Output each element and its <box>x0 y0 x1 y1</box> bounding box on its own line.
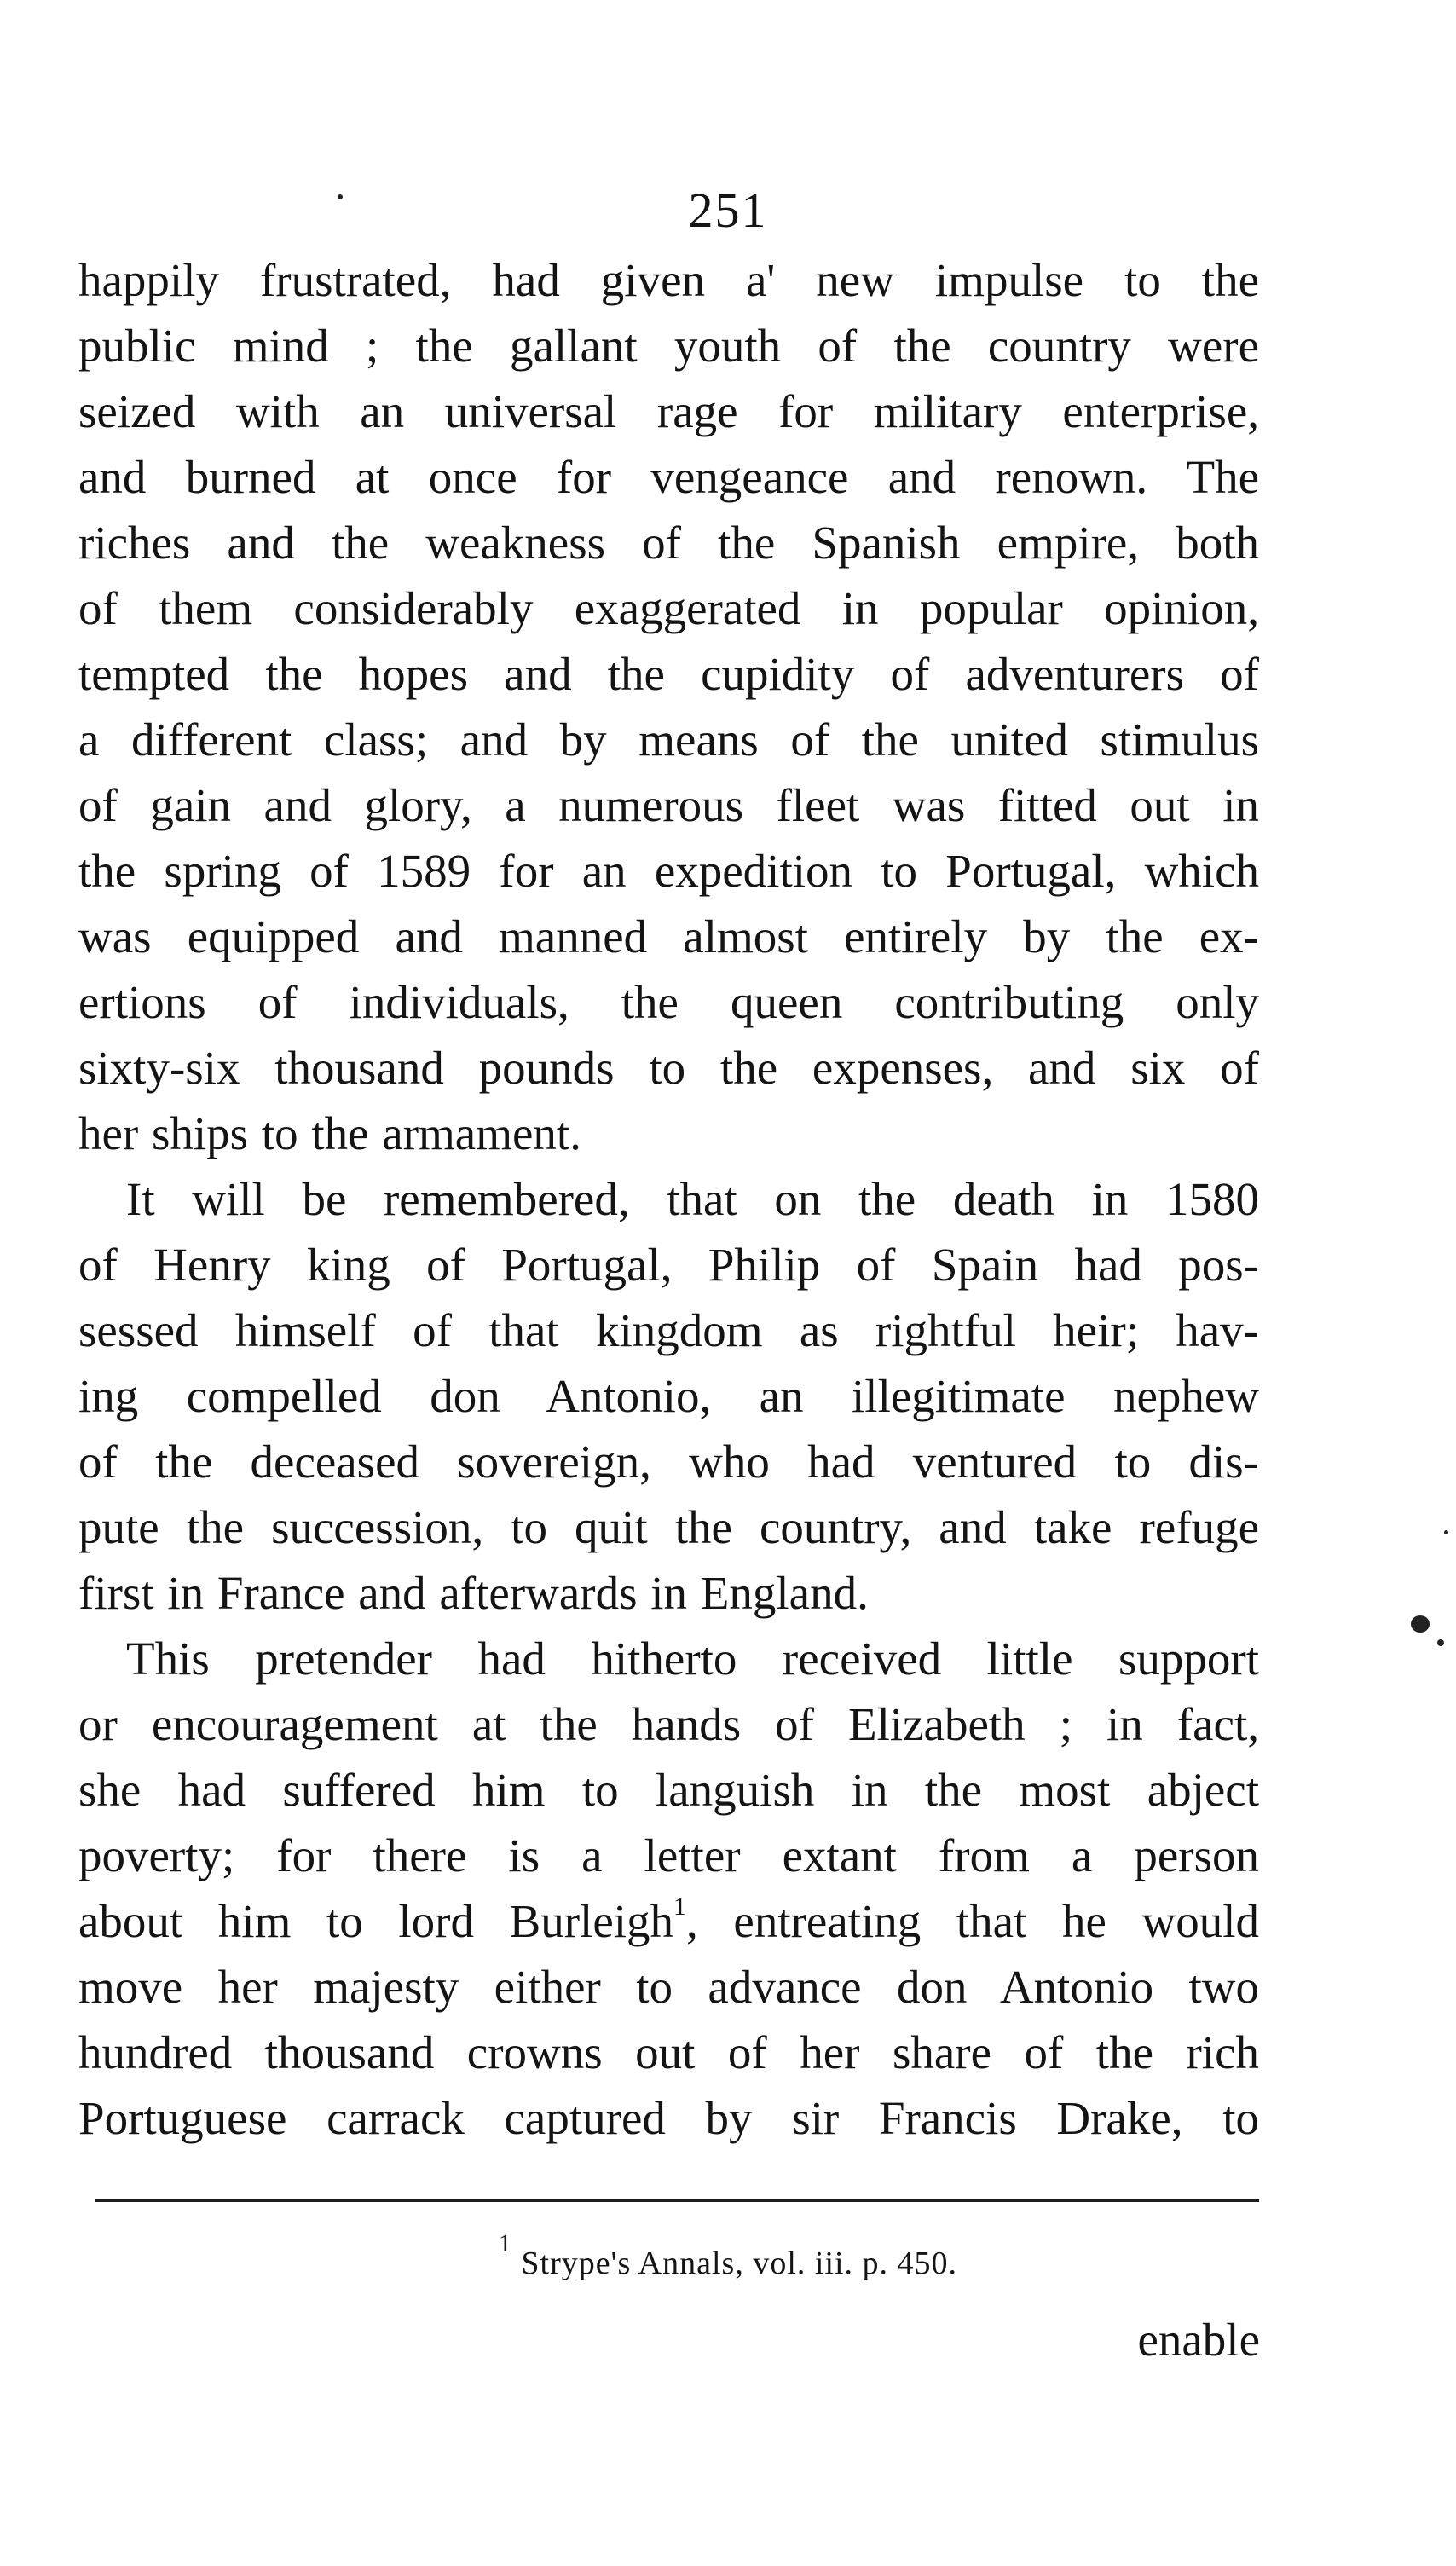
text-fragment: about him to lord Burleigh <box>78 1895 674 1947</box>
text-line: the spring of 1589 for an expedition to Portugal, which <box>78 845 1259 897</box>
text-line: Portuguese carrack captured by sir Francis Drake, to <box>78 2092 1259 2144</box>
text-line: a different class; and by means of the united stimulus <box>78 714 1259 766</box>
text-line: It will be remembered, that on the death in 1580 <box>126 1173 1259 1225</box>
text-line: of Henry king of Portugal, Philip of Spain had pos- <box>78 1239 1259 1291</box>
footnote-text: Strype's Annals, vol. iii. p. 450. <box>521 2245 958 2281</box>
text-line: of the deceased sovereign, who had ventured to dis- <box>78 1436 1259 1488</box>
text-line: seized with an universal rage for military enterprise, <box>78 385 1259 437</box>
text-line: of them considerably exaggerated in popular opinion, <box>78 582 1259 634</box>
ink-speck <box>1444 1530 1448 1534</box>
ink-speck <box>1437 1639 1444 1646</box>
text-line: pute the succession, to quit the country, and take refuge <box>78 1501 1259 1553</box>
catchword: enable <box>1137 2314 1260 2366</box>
footnote-number: 1 <box>498 2229 512 2257</box>
text-line: her ships to the armament. <box>78 1107 581 1159</box>
text-line: tempted the hopes and the cupidity of adventurers of <box>78 648 1259 700</box>
text-line: public mind ; the gallant youth of the country were <box>78 320 1259 372</box>
text-line: ing compelled don Antonio, an illegitimate nephew <box>78 1370 1259 1422</box>
footnote <box>0 2229 1456 2285</box>
page-number: 251 <box>688 182 768 238</box>
text-line: of gain and glory, a numerous fleet was fitted out in <box>78 779 1259 831</box>
text-line: and burned at once for vengeance and renown. The <box>78 451 1259 503</box>
text-line: she had suffered him to languish in the most abject <box>78 1764 1259 1816</box>
text-line <box>78 1888 1259 1954</box>
text-line: poverty; for there is a letter extant from a person <box>78 1829 1259 1881</box>
text-line: move her majesty either to advance don Antonio two <box>78 1961 1259 2013</box>
footnote-reference: 1 <box>673 1893 687 1921</box>
ink-blot <box>1411 1615 1430 1633</box>
text-line: ertions of individuals, the queen contributing only <box>78 976 1259 1028</box>
text-line: riches and the weakness of the Spanish empire, both <box>78 517 1259 569</box>
text-line: This pretender had hitherto received little support <box>126 1633 1259 1685</box>
text-line: first in France and afterwards in England. <box>78 1567 869 1619</box>
text-line: sessed himself of that kingdom as rightful heir; hav- <box>78 1304 1259 1356</box>
text-line: hundred thousand crowns out of her share of the rich <box>78 2026 1259 2078</box>
text-line: sixty-six thousand pounds to the expenses, and six of <box>78 1042 1259 1094</box>
ink-speck <box>338 194 343 199</box>
text-line: happily frustrated, had given a' new impulse to the <box>78 254 1259 306</box>
text-line: was equipped and manned almost entirely by the ex- <box>78 910 1259 962</box>
footnote-divider <box>95 2199 1259 2202</box>
text-fragment: , entreating that he would <box>686 1895 1260 1947</box>
text-line: or encouragement at the hands of Elizabeth ; in fact, <box>78 1698 1259 1750</box>
